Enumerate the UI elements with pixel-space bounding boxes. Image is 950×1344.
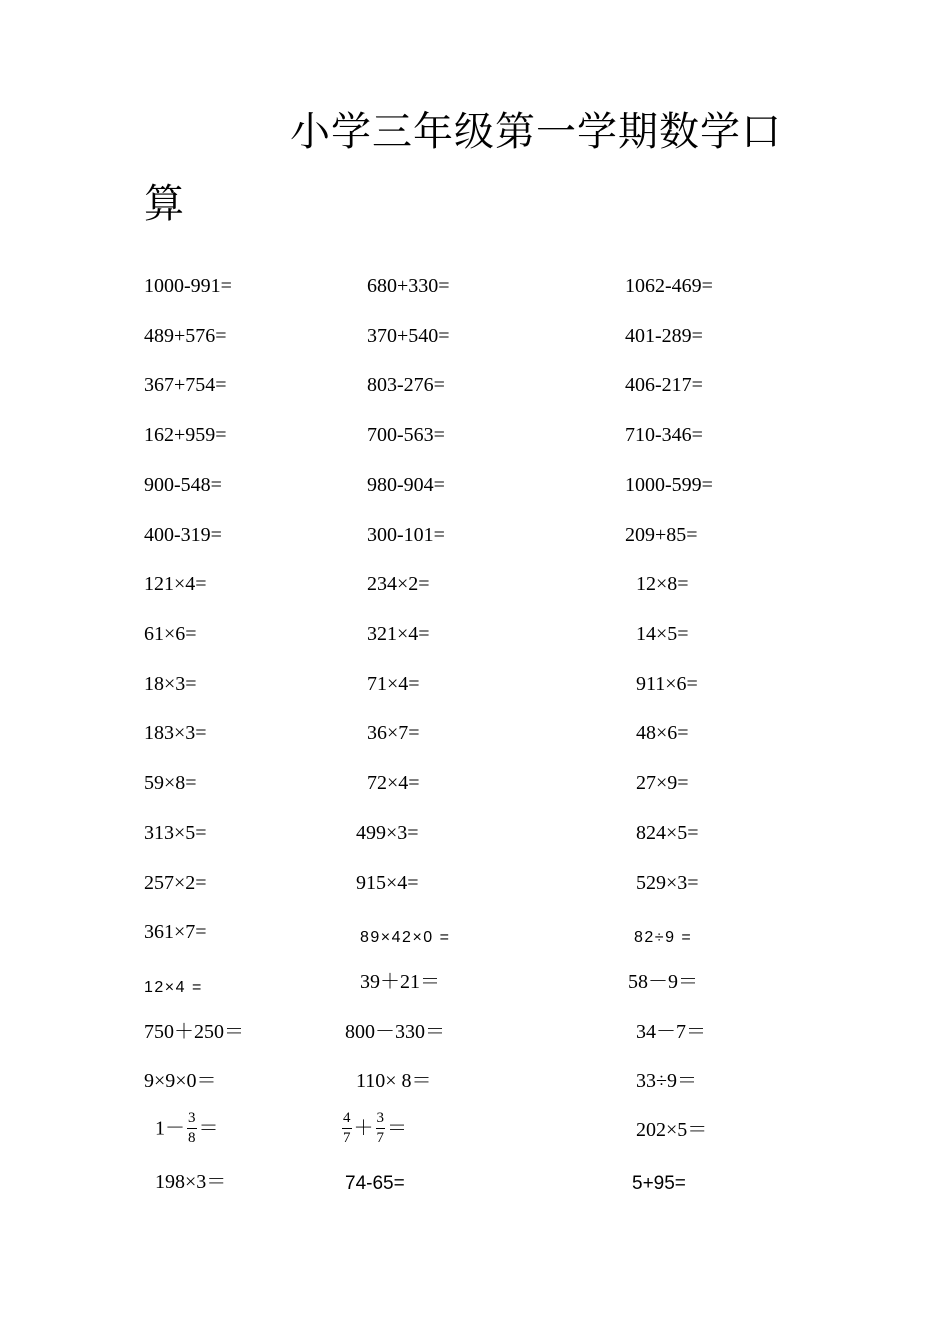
problem: 915×4= [356, 872, 419, 894]
problem: 34－7＝ [636, 1021, 706, 1043]
problem: 9×9×0＝ [144, 1070, 217, 1092]
problem: 61×6= [144, 623, 197, 645]
problem: 183×3= [144, 722, 207, 744]
problem: 58－9＝ [628, 971, 698, 993]
problem: 209+85= [625, 524, 698, 546]
problem: 39＋21＝ [360, 971, 440, 993]
problem: 911×6= [636, 673, 698, 695]
problem: 1062-469= [625, 275, 713, 297]
page-title-continued: 算 [144, 181, 185, 227]
problem: 12×8= [636, 573, 689, 595]
problem: 824×5= [636, 822, 699, 844]
problem: 529×3= [636, 872, 699, 894]
fraction-denominator: 7 [376, 1130, 384, 1146]
problem: 72×4= [367, 772, 420, 794]
problem: 370+540= [367, 325, 450, 347]
fraction [187, 1110, 197, 1147]
problem: 400-319= [144, 524, 222, 546]
problem: 14×5= [636, 623, 689, 645]
fraction-whole: 1－ [155, 1117, 185, 1140]
problem: 48×6= [636, 722, 689, 744]
fraction-problem [340, 1110, 407, 1147]
problem: 33÷9＝ [636, 1070, 697, 1092]
problem: 313×5= [144, 822, 207, 844]
problem: 803-276= [367, 374, 445, 396]
problem: 82÷9 = [634, 929, 693, 946]
problem: 89×42×0 = [360, 929, 451, 946]
problem: 234×2= [367, 573, 430, 595]
fraction-denominator: 7 [343, 1130, 351, 1146]
problem: 27×9= [636, 772, 689, 794]
problem: 121×4= [144, 573, 207, 595]
fraction [342, 1110, 352, 1147]
equals-sign: ＝ [198, 1117, 219, 1140]
fraction-numerator: 3 [187, 1110, 197, 1129]
problem: 900-548= [144, 474, 222, 496]
problem: 12×4 = [144, 979, 203, 996]
problem: 1000-991= [144, 275, 232, 297]
problem: 680+330= [367, 275, 450, 297]
problem: 321×4= [367, 623, 430, 645]
fraction-numerator: 4 [342, 1110, 352, 1129]
problem: 489+576= [144, 325, 227, 347]
equals-sign: ＝ [387, 1117, 407, 1140]
problem: 18×3= [144, 673, 197, 695]
problem: 74-65= [345, 1173, 405, 1194]
problem: 499×3= [356, 822, 419, 844]
problem: 71×4= [367, 673, 420, 695]
plus-sign: ＋ [353, 1117, 374, 1140]
problem: 980-904= [367, 474, 445, 496]
problem: 162+959= [144, 424, 227, 446]
problem: 800－330＝ [345, 1021, 445, 1043]
problem: 110× 8＝ [356, 1070, 432, 1092]
problem: 257×2= [144, 872, 207, 894]
problem: 1000-599= [625, 474, 713, 496]
fraction-numerator: 3 [376, 1110, 386, 1129]
problem: 367+754= [144, 374, 227, 396]
fraction-problem [155, 1110, 219, 1147]
fraction-denominator: 8 [188, 1130, 196, 1146]
fraction [376, 1110, 386, 1147]
problem: 202×5＝ [636, 1119, 708, 1141]
problem: 198×3＝ [155, 1171, 227, 1193]
problem: 750＋250＝ [144, 1021, 244, 1043]
problem: 700-563= [367, 424, 445, 446]
problem: 36×7= [367, 722, 420, 744]
problem: 710-346= [625, 424, 703, 446]
problem: 406-217= [625, 374, 703, 396]
problem: 361×7= [144, 921, 207, 943]
problem: 59×8= [144, 772, 197, 794]
problem: 300-101= [367, 524, 445, 546]
page-title: 小学三年级第一学期数学口 [290, 109, 782, 155]
problem: 401-289= [625, 325, 703, 347]
problem: 5+95= [632, 1173, 686, 1194]
